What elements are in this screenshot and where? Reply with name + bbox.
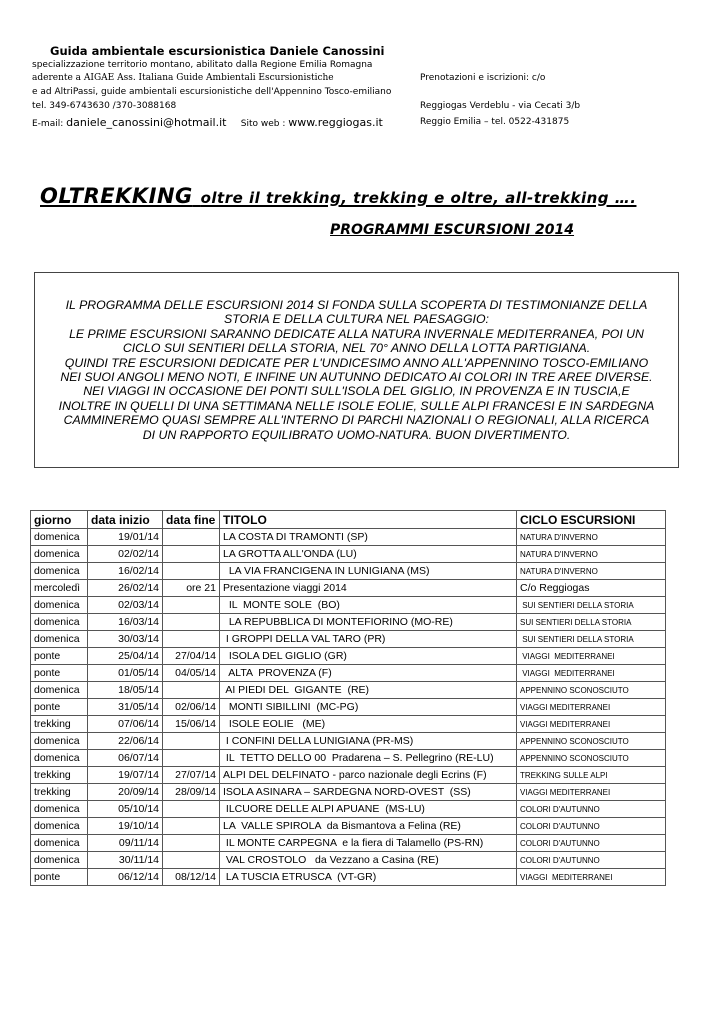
cell-titolo: LA VALLE SPIROLA da Bismantova a Felina (RE) — [220, 818, 517, 835]
header-line-aigae: aderente a AIGAE Ass. Italiana Guide Ambientali Escursionistiche — [32, 73, 334, 83]
cell-data-inizio: 18/05/14 — [88, 682, 163, 699]
cell-titolo: IL MONTE SOLE (BO) — [220, 597, 517, 614]
table-row — [31, 682, 666, 699]
cell-titolo: MONTI SIBILLINI (MC-PG) — [220, 699, 517, 716]
header-titolo: TITOLO — [220, 511, 517, 529]
cell-data-fine: 04/05/14 — [163, 665, 220, 682]
cell-ciclo: COLORI D'AUTUNNO — [517, 852, 666, 869]
cell-data-inizio: 06/07/14 — [88, 750, 163, 767]
cell-data-fine — [163, 818, 220, 835]
cell-data-inizio: 19/07/14 — [88, 767, 163, 784]
table-row — [31, 597, 666, 614]
cell-data-inizio: 05/10/14 — [88, 801, 163, 818]
table-row — [31, 852, 666, 869]
header-line-specialization: specializzazione territorio montano, abilitato dalla Regione Emilia Romagna — [32, 60, 373, 70]
cell-titolo: IL MONTE CARPEGNA e la fiera di Talamello (PS-RN) — [220, 835, 517, 852]
cell-giorno: domenica — [31, 631, 88, 648]
cell-titolo: VAL CROSTOLO da Vezzano a Casina (RE) — [220, 852, 517, 869]
cell-giorno: domenica — [31, 733, 88, 750]
cell-giorno: trekking — [31, 767, 88, 784]
cell-titolo: ILCUORE DELLE ALPI APUANE (MS-LU) — [220, 801, 517, 818]
cell-titolo: LA COSTA DI TRAMONTI (SP) — [220, 529, 517, 546]
cell-data-fine — [163, 597, 220, 614]
cell-giorno: domenica — [31, 563, 88, 580]
cell-ciclo: VIAGGI MEDITERRANEI — [517, 716, 666, 733]
cell-data-inizio: 07/06/14 — [88, 716, 163, 733]
cell-titolo: LA TUSCIA ETRUSCA (VT-GR) — [220, 869, 517, 886]
table-row — [31, 631, 666, 648]
cell-giorno: ponte — [31, 869, 88, 886]
cell-giorno: mercoledì — [31, 580, 88, 597]
cell-giorno: domenica — [31, 614, 88, 631]
email-label: E-mail: — [32, 119, 64, 129]
cell-ciclo: COLORI D'AUTUNNO — [517, 801, 666, 818]
cell-data-inizio: 22/06/14 — [88, 733, 163, 750]
cell-giorno: trekking — [31, 716, 88, 733]
cell-giorno: ponte — [31, 699, 88, 716]
intro-line: CICLO SUI SENTIERI DELLA STORIA, NEL 70° ANNO DELLA LOTTA PARTIGIANA. — [122, 341, 591, 356]
booking-city-phone: Reggio Emilia – tel. 0522-431875 — [420, 117, 570, 127]
cell-data-fine — [163, 750, 220, 767]
table-row — [31, 665, 666, 682]
table-header-row — [31, 511, 666, 529]
site-link[interactable]: www.reggiogas.it — [288, 116, 383, 129]
guide-name-title: Guida ambientale escursionistica Daniele Canossini — [50, 44, 385, 58]
cell-data-fine: 28/09/14 — [163, 784, 220, 801]
cell-ciclo: APPENNINO SCONOSCIUTO — [517, 733, 666, 750]
cell-giorno: domenica — [31, 597, 88, 614]
cell-data-fine: 15/06/14 — [163, 716, 220, 733]
cell-data-inizio: 16/03/14 — [88, 614, 163, 631]
cell-data-inizio: 30/03/14 — [88, 631, 163, 648]
booking-label: Prenotazioni e iscrizioni: c/o — [420, 73, 546, 83]
cell-data-fine — [163, 546, 220, 563]
cell-giorno: domenica — [31, 852, 88, 869]
header-giorno: giorno — [31, 511, 88, 529]
cell-data-fine — [163, 801, 220, 818]
cell-titolo: I CONFINI DELLA LUNIGIANA (PR-MS) — [220, 733, 517, 750]
cell-data-inizio: 02/02/14 — [88, 546, 163, 563]
site-label: Sito web : — [240, 119, 286, 129]
cell-data-inizio: 19/01/14 — [88, 529, 163, 546]
cell-data-fine — [163, 852, 220, 869]
cell-ciclo: VIAGGI MEDITERRANEI — [517, 665, 666, 682]
cell-ciclo: VIAGGI MEDITERRANEI — [517, 699, 666, 716]
cell-data-fine — [163, 563, 220, 580]
cell-data-inizio: 09/11/14 — [88, 835, 163, 852]
table-row — [31, 733, 666, 750]
table-row — [31, 835, 666, 852]
header-contacts — [32, 116, 383, 129]
main-title — [40, 184, 636, 208]
cell-data-inizio: 25/04/14 — [88, 648, 163, 665]
table-row — [31, 784, 666, 801]
table-row — [31, 869, 666, 886]
intro-box — [34, 272, 679, 468]
cell-data-inizio: 06/12/14 — [88, 869, 163, 886]
email-link[interactable]: daniele_canossini@hotmail.it — [66, 116, 227, 129]
cell-data-fine: 27/07/14 — [163, 767, 220, 784]
intro-line: CAMMINEREMO QUASI SEMPRE ALL'INTERNO DI PARCHI NAZIONALI O REGIONALI, ALLA RICERCA — [63, 413, 650, 428]
cell-data-inizio: 01/05/14 — [88, 665, 163, 682]
cell-data-inizio: 20/09/14 — [88, 784, 163, 801]
table-row — [31, 818, 666, 835]
cell-data-fine: ore 21 — [163, 580, 220, 597]
main-subtitle: oltre il trekking, trekking e oltre, all-trekking …. — [200, 189, 637, 207]
cell-ciclo: SUI SENTIERI DELLA STORIA — [517, 631, 666, 648]
cell-giorno: ponte — [31, 648, 88, 665]
cell-data-fine: 02/06/14 — [163, 699, 220, 716]
table-row — [31, 750, 666, 767]
intro-line: NEI VIAGGI IN OCCASIONE DEI PONTI SULL'ISOLA DEL GIGLIO, IN PROVENZA E IN TUSCIA,E — [83, 384, 630, 399]
cell-ciclo: TREKKING SULLE ALPI — [517, 767, 666, 784]
cell-giorno: domenica — [31, 546, 88, 563]
main-title-oltrekking: OLTREKKING — [40, 184, 193, 208]
table-row — [31, 529, 666, 546]
intro-line: LE PRIME ESCURSIONI SARANNO DEDICATE ALLA NATURA INVERNALE MEDITERRANEA, POI UN — [69, 326, 644, 341]
header-line-altripassi: e ad AltriPassi, guide ambientali escursionistiche dell'Appennino Tosco-emiliano — [32, 87, 392, 97]
program-title: PROGRAMMI ESCURSIONI 2014 — [330, 222, 575, 238]
cell-giorno: domenica — [31, 529, 88, 546]
cell-ciclo: C/o Reggiogas — [517, 580, 666, 597]
cell-ciclo: COLORI D'AUTUNNO — [517, 835, 666, 852]
cell-titolo: I GROPPI DELLA VAL TARO (PR) — [220, 631, 517, 648]
cell-giorno: domenica — [31, 835, 88, 852]
cell-giorno: domenica — [31, 750, 88, 767]
cell-titolo: ISOLA ASINARA – SARDEGNA NORD-OVEST (SS) — [220, 784, 517, 801]
cell-ciclo: COLORI D'AUTUNNO — [517, 818, 666, 835]
cell-ciclo: APPENNINO SCONOSCIUTO — [517, 682, 666, 699]
cell-giorno: ponte — [31, 665, 88, 682]
table-row — [31, 648, 666, 665]
cell-ciclo: VIAGGI MEDITERRANEI — [517, 784, 666, 801]
cell-giorno: domenica — [31, 682, 88, 699]
cell-data-fine: 27/04/14 — [163, 648, 220, 665]
table-row — [31, 767, 666, 784]
booking-address: Reggiogas Verdeblu - via Cecati 3/b — [420, 101, 581, 111]
cell-titolo: Presentazione viaggi 2014 — [220, 580, 517, 597]
cell-titolo: LA GROTTA ALL'ONDA (LU) — [220, 546, 517, 563]
cell-data-fine — [163, 733, 220, 750]
cell-data-inizio: 31/05/14 — [88, 699, 163, 716]
intro-line: NEI SUOI ANGOLI MENO NOTI, E INFINE UN AUTUNNO DEDICATO AI COLORI IN TRE AREE DIVERSE. — [60, 370, 653, 384]
table-row — [31, 563, 666, 580]
table-row — [31, 614, 666, 631]
cell-ciclo: SUI SENTIERI DELLA STORIA — [517, 597, 666, 614]
cell-titolo: ALPI DEL DELFINATO - parco nazionale degli Ecrins (F) — [220, 767, 517, 784]
cell-titolo: ISOLE EOLIE (ME) — [220, 716, 517, 733]
cell-ciclo: VIAGGI MEDITERRANEI — [517, 648, 666, 665]
header-line-phone: tel. 349-6743630 /370-3088168 — [32, 101, 177, 111]
cell-data-fine — [163, 682, 220, 699]
cell-titolo: IL TETTO DELLO 00 Pradarena – S. Pellegrino (RE-LU) — [220, 750, 517, 767]
intro-line: STORIA E DELLA CULTURA NEL PAESAGGIO: — [224, 312, 489, 327]
table-row — [31, 716, 666, 733]
intro-line: IL PROGRAMMA DELLE ESCURSIONI 2014 SI FONDA SULLA SCOPERTA DI TESTIMONIANZE DELLA — [65, 297, 648, 312]
cell-giorno: domenica — [31, 818, 88, 835]
cell-ciclo: NATURA D'INVERNO — [517, 546, 666, 563]
cell-data-inizio: 26/02/14 — [88, 580, 163, 597]
cell-ciclo: APPENNINO SCONOSCIUTO — [517, 750, 666, 767]
header-ciclo: CICLO ESCURSIONI — [517, 511, 666, 529]
cell-data-inizio: 02/03/14 — [88, 597, 163, 614]
cell-titolo: AI PIEDI DEL GIGANTE (RE) — [220, 682, 517, 699]
cell-titolo: ALTA PROVENZA (F) — [220, 665, 517, 682]
table-row — [31, 699, 666, 716]
intro-line: INOLTRE IN QUELLI DI UNA SETTIMANA NELLE ISOLE EOLIE, SULLE ALPI FRANCESI E IN SARDEGNA — [58, 398, 655, 413]
cell-giorno: domenica — [31, 801, 88, 818]
cell-titolo: ISOLA DEL GIGLIO (GR) — [220, 648, 517, 665]
cell-data-fine — [163, 529, 220, 546]
cell-ciclo: NATURA D'INVERNO — [517, 563, 666, 580]
cell-titolo: LA VIA FRANCIGENA IN LUNIGIANA (MS) — [220, 563, 517, 580]
table-row — [31, 546, 666, 563]
table-row — [31, 801, 666, 818]
table-row — [31, 580, 666, 597]
cell-data-fine — [163, 835, 220, 852]
header-data-fine: data fine — [163, 511, 220, 529]
cell-data-fine — [163, 614, 220, 631]
cell-ciclo: VIAGGI MEDITERRANEI — [517, 869, 666, 886]
header-data-inizio: data inizio — [88, 511, 163, 529]
cell-data-inizio: 19/10/14 — [88, 818, 163, 835]
cell-titolo: LA REPUBBLICA DI MONTEFIORINO (MO-RE) — [220, 614, 517, 631]
schedule-table — [30, 510, 666, 886]
intro-line: QUINDI TRE ESCURSIONI DEDICATE PER L'UNDICESIMO ANNO ALL'APPENNINO TOSCO-EMILIANO — [64, 355, 649, 370]
cell-giorno: trekking — [31, 784, 88, 801]
cell-data-fine: 08/12/14 — [163, 869, 220, 886]
cell-data-inizio: 30/11/14 — [88, 852, 163, 869]
cell-ciclo: SUI SENTIERI DELLA STORIA — [517, 614, 666, 631]
intro-line: DI UN RAPPORTO EQUILIBRATO UOMO-NATURA. BUON DIVERTIMENTO. — [142, 427, 571, 442]
cell-ciclo: NATURA D'INVERNO — [517, 529, 666, 546]
cell-data-fine — [163, 631, 220, 648]
cell-data-inizio: 16/02/14 — [88, 563, 163, 580]
